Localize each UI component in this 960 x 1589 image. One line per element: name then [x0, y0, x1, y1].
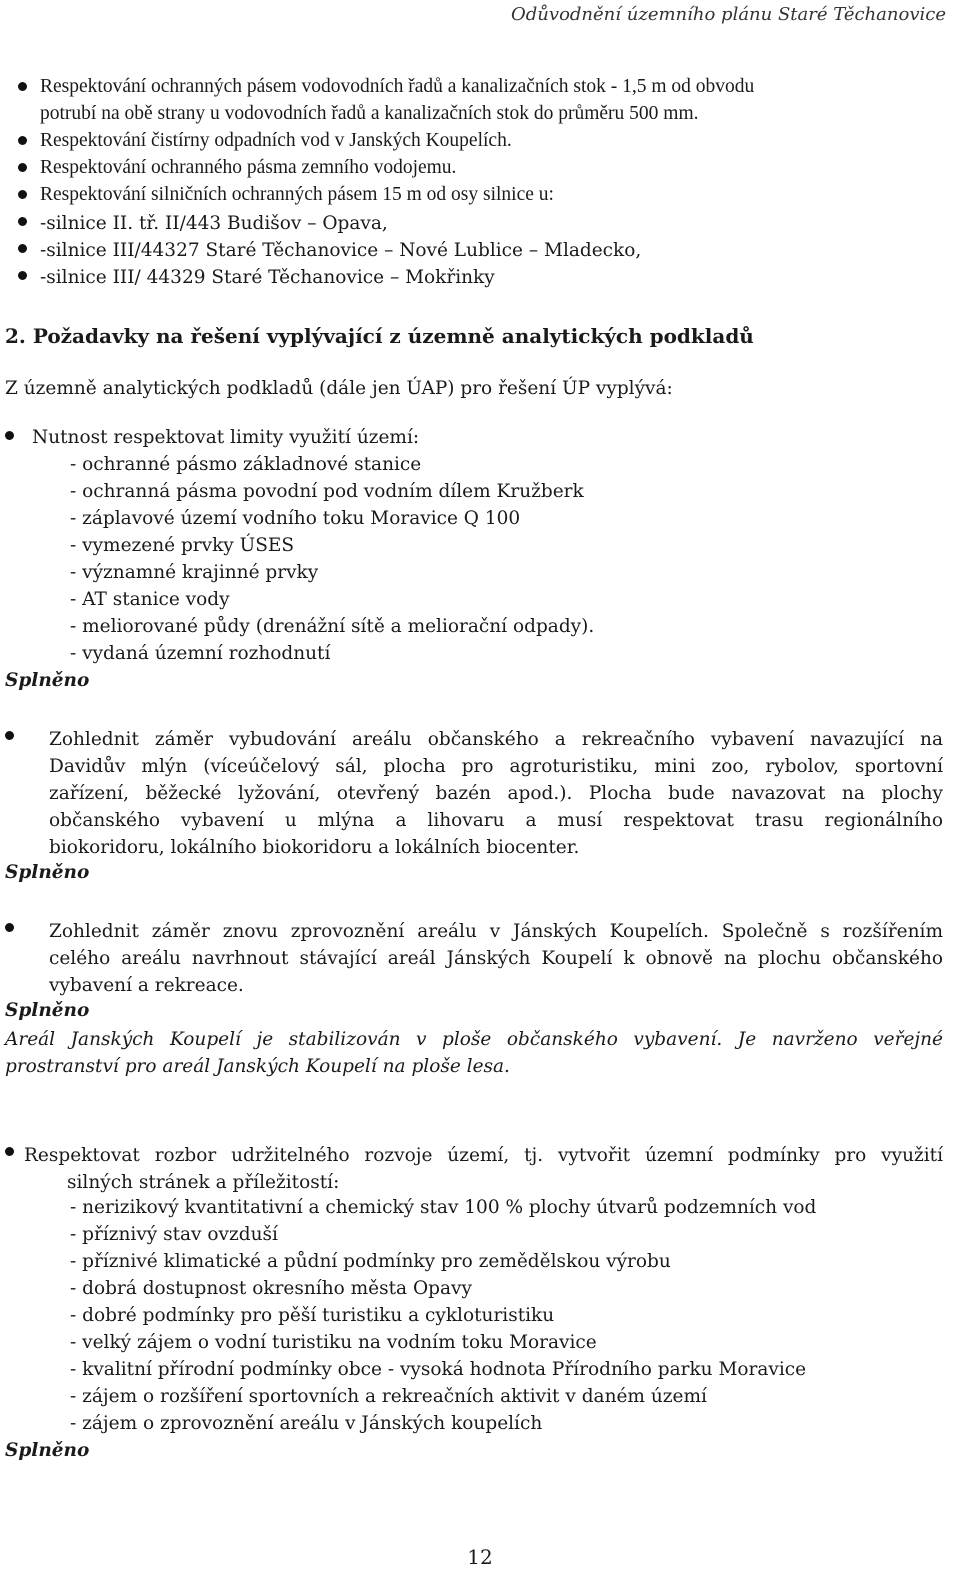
list-item: - vydaná územní rozhodnutí [70, 643, 331, 664]
list-item: - zájem o rozšíření sportovních a rekreačních aktivit v daném území [70, 1386, 707, 1407]
paragraph-koupele [49, 918, 943, 999]
list-item: - meliorované půdy (drenážní sítě a meliorační odpady). [70, 616, 595, 637]
bullet-icon [18, 136, 27, 145]
paragraph-line: Areál Janských Koupelí je stabilizován v ploše občanského vybavení. Je navrženo veřejné [5, 1029, 943, 1050]
bullet-icon [18, 271, 27, 280]
paragraph-note [5, 1026, 943, 1080]
section-intro: Z územně analytických podkladů (dále jen ÚAP) pro řešení ÚP vyplývá: [5, 378, 673, 399]
paragraph-line: vybavení a rekreace. [49, 975, 244, 996]
paragraph-line: Zohlednit záměr znovu zprovoznění areálu v Jánských Koupelích. Společně s rozšířením [49, 921, 943, 942]
page-number: 12 [467, 1545, 493, 1569]
status-splneno: Splněno [5, 862, 90, 883]
paragraph-line: Zohlednit záměr vybudování areálu občanského a rekreačního vybavení navazující na [49, 729, 943, 750]
list-item: - příznivé klimatické a půdní podmínky pro zemědělskou výrobu [70, 1251, 671, 1272]
bullet-icon [18, 244, 27, 253]
status-splneno: Splněno [5, 670, 90, 691]
paragraph-line: zařízení, běžecké lyžování, otevřený bazén apod.). Plocha bude navazovat na plochy [49, 783, 943, 804]
list-item: - významné krajinné prvky [70, 562, 319, 583]
paragraph-line: Respektovat rozbor udržitelného rozvoje území, tj. vytvořit územní podmínky pro využití [24, 1145, 943, 1166]
list-item: potrubí na obě strany u vodovodních řadů a kanalizačních stok do průměru 500 mm. [40, 103, 699, 124]
bullet-icon [5, 731, 14, 740]
bullet-icon [18, 163, 27, 172]
list-item: - záplavové území vodního toku Moravice Q 100 [70, 508, 521, 529]
paragraph-line: občanského vybavení u mlýna a lihovaru a musí respektovat trasu regionálního [49, 810, 943, 831]
status-splneno: Splněno [5, 1000, 90, 1021]
page-header: Odůvodnění územního plánu Staré Těchanovice [511, 4, 946, 25]
paragraph-rozbor [24, 1142, 943, 1196]
list-item: - kvalitní přírodní podmínky obce - vysoká hodnota Přírodního parku Moravice [70, 1359, 807, 1380]
section-heading: 2. Požadavky na řešení vyplývající z územně analytických podkladů [5, 324, 754, 348]
paragraph-line: prostranství pro areál Janských Koupelí na ploše lesa. [5, 1056, 510, 1077]
list-item: - nerizikový kvantitativní a chemický stav 100 % plochy útvarů podzemních vod [70, 1197, 817, 1218]
bullet-icon [5, 1147, 14, 1156]
paragraph-line: Davidův mlýn (víceúčelový sál, plocha pro agroturistiku, mini zoo, rybolov, sportovní [49, 756, 943, 777]
list-item: - ochranné pásmo základnové stanice [70, 454, 422, 475]
list-item: - příznivý stav ovzduší [70, 1224, 278, 1245]
paragraph-line: celého areálu navrhnout stávající areál Jánských Koupelí k obnově na plochu občanského [49, 948, 943, 969]
bullet-icon [18, 217, 27, 226]
bullet-icon [5, 431, 14, 440]
bullet-icon [5, 923, 14, 932]
limits-title: Nutnost respektovat limity využití území: [32, 427, 420, 448]
list-item: - velký zájem o vodní turistiku na vodním toku Moravice [70, 1332, 597, 1353]
paragraph-line: silných stránek a příležitostí: [67, 1172, 340, 1193]
list-item: -silnice III/44327 Staré Těchanovice – Nové Lublice – Mladecko, [40, 240, 642, 261]
status-splneno: Splněno [5, 1440, 90, 1461]
paragraph-line: biokoridoru, lokálního biokoridoru a lokálních biocenter. [49, 837, 580, 858]
list-item: - ochranná pásma povodní pod vodním dílem Kružberk [70, 481, 584, 502]
list-item: - dobrá dostupnost okresního města Opavy [70, 1278, 472, 1299]
list-item: - zájem o zprovoznění areálu v Jánských koupelích [70, 1413, 543, 1434]
list-item: -silnice III/ 44329 Staré Těchanovice – Mokřinky [40, 267, 495, 288]
bullet-icon [18, 190, 27, 199]
list-item: -silnice II. tř. II/443 Budišov – Opava, [40, 213, 388, 234]
list-item: Respektování ochranného pásma zemního vodojemu. [40, 157, 457, 178]
paragraph-davidu [49, 726, 943, 861]
list-item: - dobré podmínky pro pěší turistiku a cykloturistiku [70, 1305, 555, 1326]
list-item: Respektování silničních ochranných pásem 15 m od osy silnice u: [40, 184, 554, 205]
bullet-icon [18, 82, 27, 91]
list-item: - vymezené prvky ÚSES [70, 535, 295, 556]
list-item: - AT stanice vody [70, 589, 230, 610]
list-item: Respektování čistírny odpadních vod v Janských Koupelích. [40, 130, 512, 151]
list-item: Respektování ochranných pásem vodovodních řadů a kanalizačních stok - 1,5 m od obvodu [40, 76, 755, 97]
